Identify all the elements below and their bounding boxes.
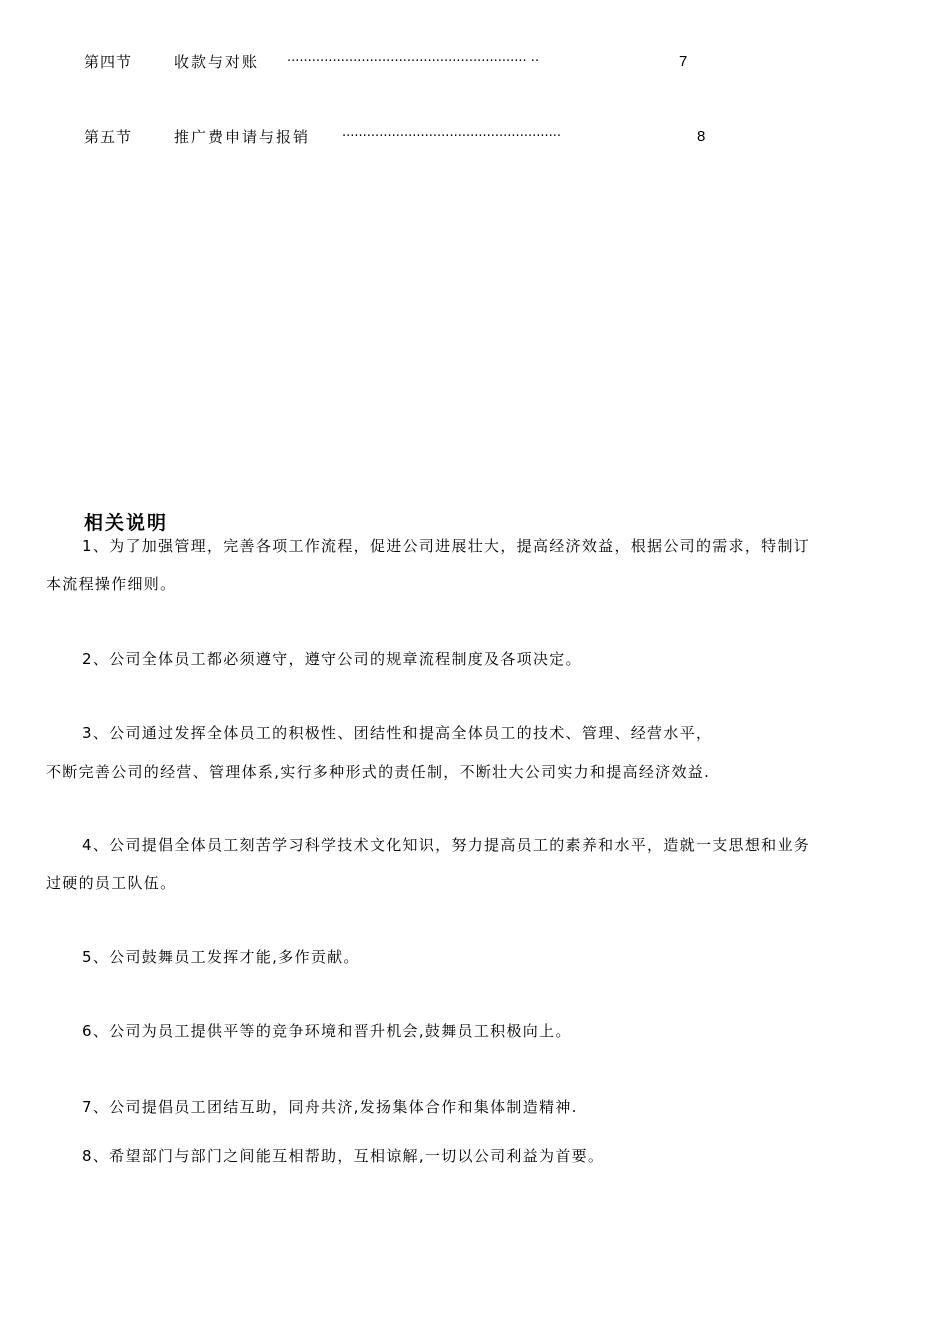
toc-page-number: 7: [679, 53, 688, 70]
toc-section-number: 第四节: [84, 53, 133, 71]
paragraph-line: 1、为了加强管理，完善各项工作流程，促进公司进展壮大，提高经济效益，根据公司的需求，特制订: [82, 537, 811, 555]
section-heading: 相关说明: [84, 512, 169, 534]
toc-dot-leader: ·····················································: [342, 129, 562, 144]
toc-section-title: 推广费申请与报销: [174, 128, 311, 146]
paragraph-line: 5、公司鼓舞员工发挥才能,多作贡献。: [82, 948, 360, 966]
paragraph-line: 2、公司全体员工都必须遵守，遵守公司的规章流程制度及各项决定。: [82, 650, 582, 668]
paragraph-line: 本流程操作细则。: [46, 575, 177, 593]
toc-section-number: 第五节: [84, 128, 133, 146]
toc-section-title: 收款与对账: [174, 53, 260, 71]
paragraph-line: 过硬的员工队伍。: [46, 874, 177, 892]
paragraph-line: 不断完善公司的经营、管理体系,实行多种形式的责任制，不断壮大公司实力和提高经济效益.: [46, 763, 711, 781]
paragraph-line: 7、公司提倡员工团结互助，同舟共济,发扬集体合作和集体制造精神.: [82, 1098, 578, 1116]
paragraph-line: 3、公司通过发挥全体员工的积极性、团结性和提高全体员工的技术、管理、经营水平，: [82, 724, 713, 742]
toc-dot-leader: ·························································· ··: [287, 54, 540, 69]
toc-page-number: 8: [697, 128, 706, 145]
paragraph-line: 8、希望部门与部门之间能互相帮助，互相谅解,一切以公司利益为首要。: [82, 1147, 605, 1165]
paragraph-line: 4、公司提倡全体员工刻苦学习科学技术文化知识，努力提高员工的素养和水平，造就一支思想和业务: [82, 836, 811, 854]
paragraph-line: 6、公司为员工提供平等的竞争环境和晋升机会,鼓舞员工积极向上。: [82, 1022, 572, 1040]
